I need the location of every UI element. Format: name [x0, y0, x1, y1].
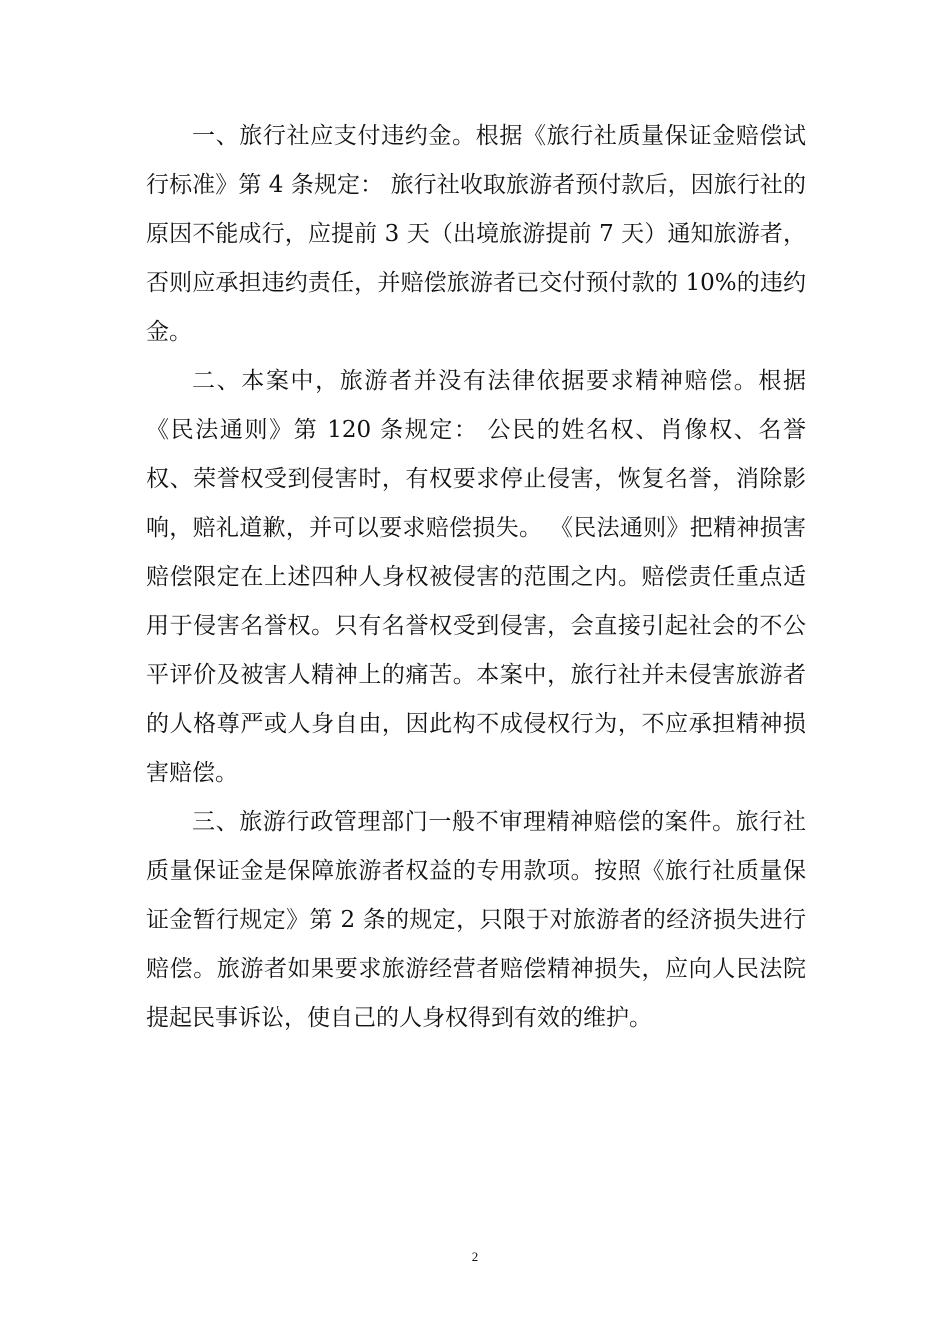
- document-body: [146, 112, 806, 1043]
- page-number: 2: [471, 1249, 479, 1264]
- paragraph-2: 二、本案中，旅游者并没有法律依据要求精神赔偿。根据《民法通则》第 120 条规定： 公民的姓名权、肖像权、名誉权、荣誉权受到侵害时，有权要求停止侵害，恢复名誉，消除影响，赔礼道歉，并可以要求赔偿损失。 《民法通则》把精神损害赔偿限定在上述四种人身权被侵害的范围之内。赔偿责任重点适用于侵害名誉权。只有名誉权受到侵害，会直接引起社会的不公平评价及被害人精神上的痛苦。本案中，旅行社并未侵害旅游者的人格尊严或人身自由，因此构不成侵权行为，不应承担精神损害赔偿。: [146, 368, 806, 786]
- paragraph-3: 三、旅游行政管理部门一般不审理精神赔偿的案件。旅行社质量保证金是保障旅游者权益的专用款项。按照《旅行社质量保证金暂行规定》第 2 条的规定，只限于对旅游者的经济损失进行赔偿。旅游者如果要求旅游经营者赔偿精神损失，应向人民法院提起民事诉讼，使自己的人身权得到有效的维护。: [146, 809, 806, 1031]
- paragraph-1: 一、旅行社应支付违约金。根据《旅行社质量保证金赔偿试行标准》第 4 条规定： 旅行社收取旅游者预付款后，因旅行社的原因不能成行，应提前 3 天（出境旅游提前 7 天）通知旅游者，否则应承担违约责任，并赔偿旅游者已交付预付款的 10%的违约金。: [146, 123, 806, 345]
